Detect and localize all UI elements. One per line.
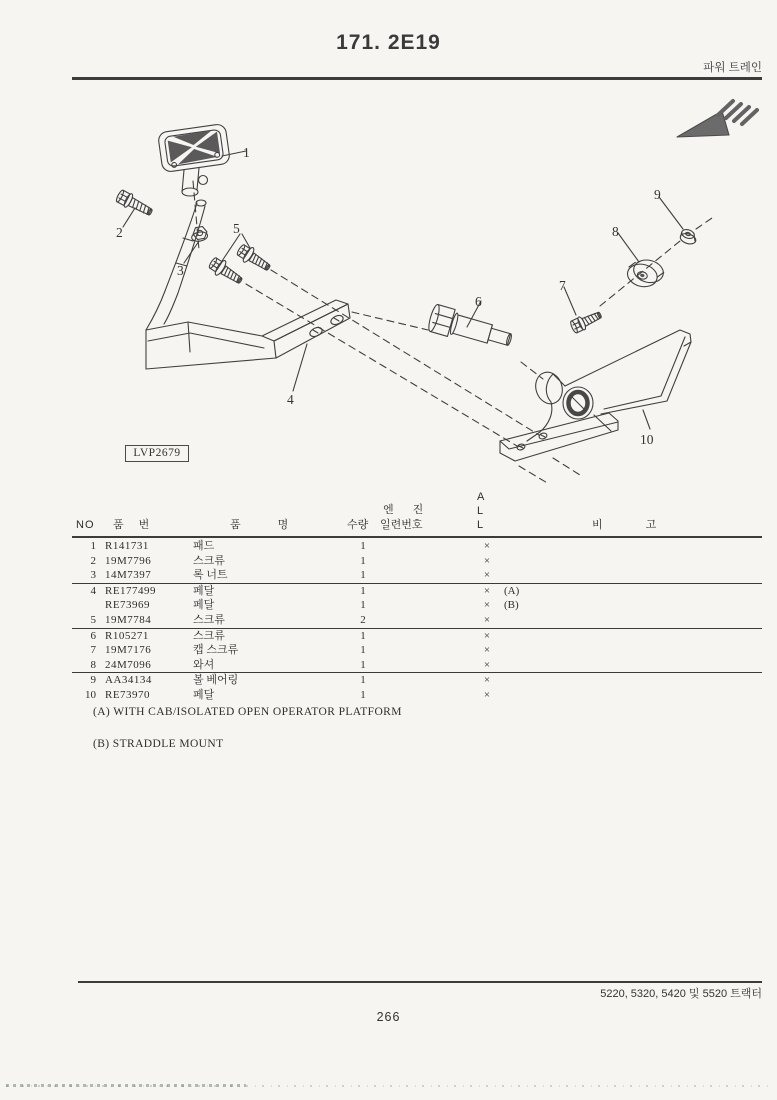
cell-qty: 1 (360, 554, 366, 567)
cell-all: × (483, 688, 491, 701)
cell-name: 스크류 (190, 613, 336, 628)
part-screws-5 (207, 242, 274, 288)
cell-no: 2 (90, 554, 96, 567)
cell-qty: 1 (360, 599, 366, 612)
callout-7: 7 (559, 278, 566, 293)
callout-9: 9 (654, 187, 661, 202)
part-shoulder-screw-6 (427, 304, 515, 354)
image-label: LVP2679 (125, 445, 189, 462)
cell-part-no: 19M7784 (98, 613, 190, 628)
footer-models: 5220, 5320, 5420 및 5520 트랙터 (600, 988, 762, 1000)
cell-all: × (483, 554, 491, 567)
cell-name: 캡 스크류 (193, 644, 239, 657)
page-title: 171. 2E19 (336, 31, 441, 54)
cell-qty: 1 (360, 540, 366, 552)
callout-1: 1 (243, 145, 250, 160)
cell-part-no: 24M7096 (98, 658, 190, 673)
col-header-engine-line2: 일련번호 (380, 519, 423, 531)
table-header-rule (72, 536, 762, 538)
cell-remark (500, 554, 762, 569)
cell-qty: 2 (336, 613, 390, 628)
col-header-all-a: A (477, 491, 485, 503)
cell-part-no: 14M7397 (98, 568, 190, 583)
part-ball-bearing-9 (679, 228, 698, 246)
part-pedal-10 (500, 330, 691, 461)
cell-remark (500, 568, 762, 583)
part-screw-2 (115, 188, 155, 219)
cell-all: × (483, 540, 491, 552)
cell-remark (500, 658, 762, 673)
cell-part-no: RE177499 (105, 584, 157, 597)
cell-all: × (483, 629, 491, 642)
page-number: 266 (376, 1010, 401, 1024)
cell-name: 패드 (193, 540, 215, 552)
col-header-qty: 수량 (347, 519, 369, 531)
cell-all: × (474, 568, 500, 583)
cell-remark (500, 539, 762, 554)
cell-qty: 1 (360, 688, 366, 701)
cell-no: 10 (85, 688, 96, 701)
col-header-engine-line1: 엔 진 (383, 504, 424, 516)
callout-4: 4 (287, 392, 294, 407)
callout-5: 5 (233, 221, 240, 236)
cell-name: 페달 (193, 688, 215, 701)
note-b: (B) STRADDLE MOUNT (93, 738, 224, 750)
callout-leaders (123, 151, 683, 429)
part-pedal-pad (158, 123, 231, 196)
table-row (72, 583, 762, 598)
callout-3: 3 (177, 263, 184, 278)
table-row (72, 643, 762, 658)
cell-no: 4 (90, 584, 96, 597)
cell-qty: 1 (360, 644, 366, 657)
cell-remark: (A) (504, 584, 520, 597)
cell-qty: 1 (336, 568, 390, 583)
scan-noise-strip-left (6, 1084, 246, 1087)
table-row (72, 554, 762, 569)
section-label: 파워 트레인 (703, 62, 762, 74)
cell-name: 페달 (193, 599, 215, 612)
table-row (72, 673, 762, 688)
cell-part-no: AA34134 (105, 674, 152, 687)
cell-name: 스크류 (193, 554, 225, 567)
cell-remark (500, 613, 762, 628)
cell-part-no: 19M7796 (105, 554, 152, 567)
cell-all: × (483, 599, 491, 612)
callout-8: 8 (612, 224, 619, 239)
table-row (72, 598, 762, 613)
footer-rule (78, 981, 762, 983)
cell-all: × (483, 644, 491, 657)
cell-remark (500, 643, 762, 658)
cell-no: 9 (90, 674, 96, 687)
cell-name: 볼 베어링 (193, 674, 239, 687)
note-a: (A) WITH CAB/ISOLATED OPEN OPERATOR PLATFORM (93, 706, 402, 718)
cell-remark (500, 628, 762, 643)
cell-qty: 1 (360, 629, 366, 642)
part-pedal-arm-bracket (146, 200, 350, 369)
cell-remark (500, 673, 762, 688)
cell-no: 6 (90, 629, 96, 642)
assembly-dash-lines (193, 181, 712, 484)
table-row (72, 568, 762, 583)
cell-part-no: RE73970 (105, 688, 151, 701)
cell-no: 5 (72, 613, 98, 628)
cell-remark (500, 688, 762, 703)
cell-qty: 1 (360, 674, 366, 687)
part-washer-8 (625, 256, 666, 291)
col-header-part-name: 품 명 (230, 519, 289, 531)
cell-all: × (474, 658, 500, 673)
col-header-all-l2: L (477, 519, 484, 531)
col-header-all-l1: L (477, 505, 484, 517)
cell-part-no: R141731 (105, 540, 149, 552)
cell-no: 7 (90, 644, 96, 657)
callout-2: 2 (116, 225, 123, 240)
cell-remark: (B) (504, 599, 519, 612)
parts-table (72, 539, 762, 703)
cell-name: 스크류 (193, 629, 225, 642)
cell-no: 3 (72, 568, 98, 583)
cell-no (72, 598, 98, 613)
cell-qty: 1 (360, 584, 366, 597)
callout-6: 6 (475, 294, 482, 309)
col-header-remark: 비 고 (592, 519, 657, 531)
cell-part-no: RE73969 (105, 599, 151, 612)
direction-arrow-icon (677, 101, 757, 137)
table-row (72, 658, 762, 673)
table-row (72, 613, 762, 628)
col-header-part-no: 품 번 (113, 519, 150, 531)
cell-part-no: R105271 (105, 629, 149, 642)
table-row (72, 688, 762, 703)
parts-diagram (0, 0, 777, 500)
cell-part-no: 19M7176 (105, 644, 152, 657)
callout-10: 10 (640, 432, 654, 447)
col-header-no: NO (76, 519, 95, 531)
cell-qty: 1 (336, 658, 390, 673)
cell-name: 록 너트 (190, 568, 336, 583)
cell-all: × (474, 613, 500, 628)
cell-name: 페달 (193, 584, 215, 597)
cell-all: × (483, 674, 491, 687)
cell-all: × (483, 584, 491, 597)
cell-no: 1 (90, 540, 96, 552)
cell-name: 와셔 (190, 658, 336, 673)
cell-no: 8 (72, 658, 98, 673)
table-row (72, 628, 762, 643)
table-row (72, 539, 762, 554)
